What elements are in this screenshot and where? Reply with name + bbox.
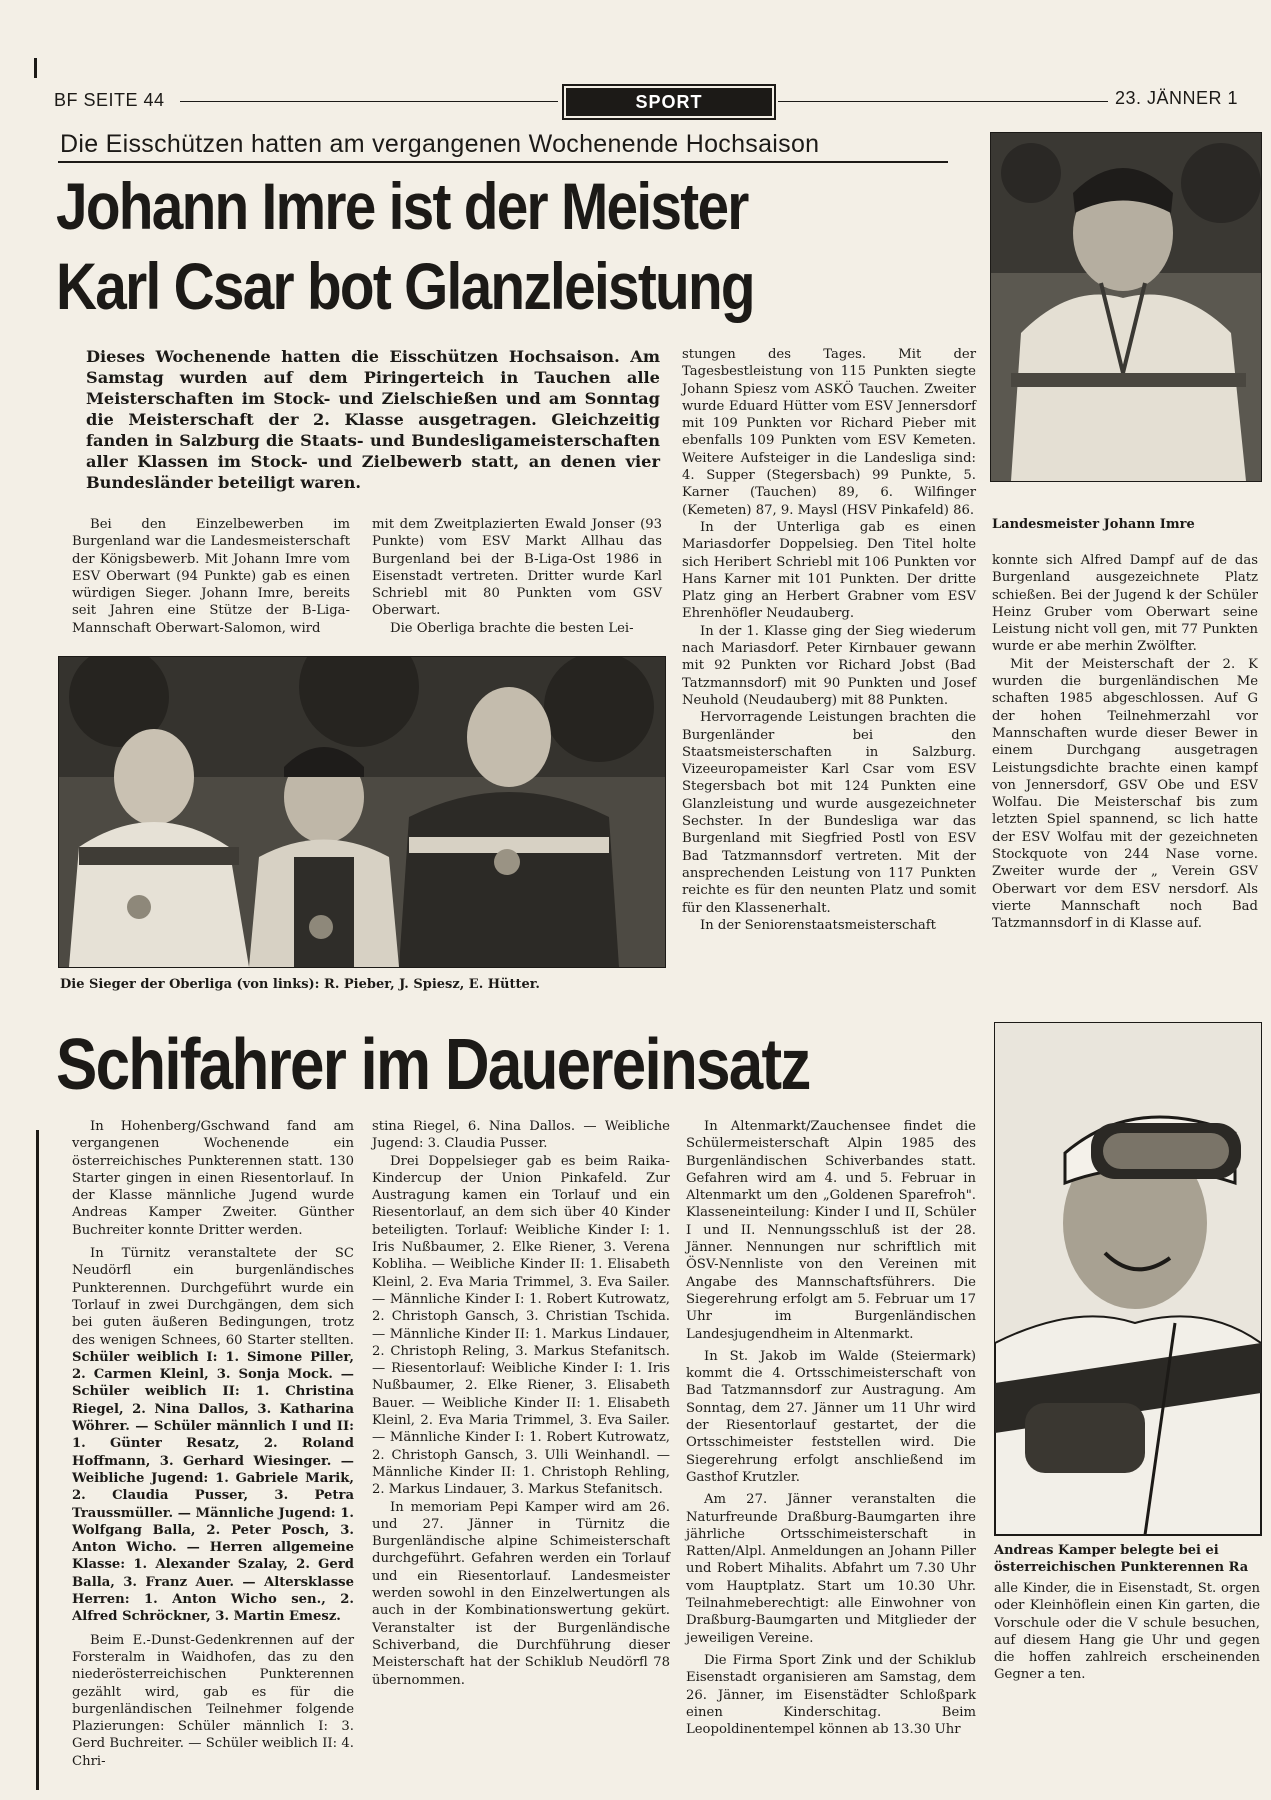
header-rule-left	[180, 101, 558, 102]
page-edge-mark	[34, 58, 37, 78]
article1-column2	[372, 516, 662, 637]
article1-col3-p2: In der Unterliga gab es einen Mariasdorfer Doppelsieg. Den Titel holte sich Heribert Schriebl mit 106 Punkten vor Hans Karner mit 101 Punkten. Der dritte Platz ging an Herbert Grabner vom ESV Ehrenhöfler Neudauberg.	[682, 519, 976, 622]
article2-c3-p1: In Altenmarkt/Zauchensee findet die Schülermeisterschaft Alpin 1985 des Burgenländischen Schiverbandes statt. Gefahren wird am 4. und 5. Februar in Altenmarkt um den „Goldenen Sparefroh". Klasseneinteilung: Kinder I und II, Schüler I und II. Nennungsschluß ist der 28. Jänner. Nennungen nur schriftlich mit ÖSV-Nennliste von den Vereinen mit Angabe des Mannschaftsführers. Die Siegerehrung erfolgt am 5. Februar um 17 Uhr im Burgenländischen Landesjugendheim in Altenmarkt.	[686, 1119, 976, 1342]
article2-c1-p2a: In Türnitz veranstaltete der SC Neudörfl ein burgenländisches Punkterennen. Durchgeführt wurde ein Torlauf in zwei Durchgängen, dem sich bei guten äußeren Bedingungen, trotz des wenigen Schnees, 60 Starter stellten.	[72, 1246, 354, 1348]
article1-column4	[992, 552, 1258, 933]
article2-column4	[994, 1580, 1260, 1684]
portrait-photo-johann-imre	[990, 132, 1262, 482]
article2-column2	[372, 1118, 670, 1689]
section-label: SPORT	[562, 84, 776, 120]
article1-kicker: Die Eisschützen hatten am vergangenen Wochenende Hochsaison	[60, 130, 820, 158]
article2-c2-p2: Drei Doppelsieger gab es beim Raika-Kindercup der Union Pinkafeld. Zur Austragung kamen ein Torlauf und ein Riesentorlauf, an dem sich über 40 Kinder beteiligten. Torlauf: Weibliche Kinder I: 1. Iris Nußbaumer, 2. Elke Riener, 3. Verena Kobliha. — Weibliche Kinder II: 1. Elisabeth Kleinl, 2. Eva Maria Trimmel, 3. Eva Sailer. — Männliche Kinder I: 1. Robert Kutrowatz, 2. Christoph Gansch, 3. Christian Tschida. — Männliche Kinder II: 1. Markus Lindauer, 2. Christoph Reling, 3. Markus Stefanitsch. — Riesentorlauf: Weibliche Kinder I: 1. Iris Nußbaumer, 2. Elke Riener, 3. Elisabeth Bauer. — Weibliche Kinder II: 1. Elisabeth Kleinl, 2. Eva Maria Trimmel, 3. Eva Sailer. — Männliche Kinder I: 1. Robert Kutrowatz, 2. Christoph Gansch, 3. Ulli Weinhandl. — Männliche Kinder II: 1. Christoph Rehling, 2. Markus Lindauer, 3. Markus Stefanitsch.	[372, 1153, 670, 1498]
article2-column1	[72, 1118, 354, 1770]
article2-c1-p1: In Hohenberg/Gschwand fand am vergangenen Wochenende ein österreichisches Punkterennen statt. 130 Starter gingen in einen Riesentorlauf. In der Klasse männliche Jugend wurde Andreas Kamper Zweiter. Günther Buchreiter konnte Dritter werden.	[72, 1119, 354, 1238]
skier-photo-caption: Andreas Kamper belegte bei ei österreichischen Punkterennen Ra	[994, 1543, 1249, 1575]
article1-headline-line2: Karl Csar bot Glanzleistung	[56, 249, 754, 323]
article2-headline: Schifahrer im Dauereinsatz	[56, 1025, 810, 1105]
group-photo-oberliga-winners	[58, 656, 666, 968]
article1-col3-p5: In der Seniorenstaatsmeisterschaft	[700, 917, 936, 933]
issue-date: 23. JÄNNER 1	[1115, 88, 1239, 108]
article1-col2-p1: mit dem Zweitplazierten Ewald Jonser (93 Punkte) vom ESV Markt Allhau das Burgenland bei der B-Liga-Ost 1986 in Eisenstadt vertreten. Dritter wurde Karl Schriebl mit 80 Punkten vom GSV Oberwart.	[372, 517, 662, 619]
article1-col3-p4: Hervorragende Leistungen brachten die Burgenländer bei den Staatsmeisterschaften in Salzburg. Vizeeuropameister Karl Csar vom ESV Stegersbach bot mit 124 Punkten eine Glanzleistung und wurde ausgezeichneter Sechster. In der Bundesliga war das Burgenland mit Siegfried Postl von ESV Bad Tatzmannsdorf vertreten. Mit der ansprechenden Leistung von 117 Punkten reichte es für den neunten Platz und somit für den Klassenerhalt.	[682, 710, 976, 916]
article1-column1	[72, 516, 350, 637]
kicker-rule	[58, 161, 948, 163]
article1-col1-text: Bei den Einzelbewerben im Burgenland war die Landesmeisterschaft der Königsbewerb. Mit Johann Imre vom ESV Oberwart (94 Punkte) gab es einen würdigen Sieger. Johann Imre, bereits seit Jahren eine Stütze der B-Liga-Mannschaft Oberwart-Salomon, wird	[72, 517, 350, 636]
article1-lead: Dieses Wochenende hatten die Eisschützen Hochsaison. Am Samstag wurden auf dem Piringerteich in Tauchen alle Meisterschaften im Stock- und Zielschießen und am Sonntag die Meisterschaft der 2. Klasse ausgetragen. Gleichzeitig fanden in Salzburg die Staats- und Bundesligameisterschaften aller Klassen im Stock- und Zielbewerb statt, an denen vier Bundesländer beteiligt waren.	[86, 347, 660, 492]
article2-c3-p4: Die Firma Sport Zink und der Schiklub Eisenstadt organisieren am Samstag, dem 26. Jänner, im Eisenstädter Schloßpark einen Kinderschitag. Beim Leopoldinentempel können ab 13.30 Uhr	[686, 1652, 976, 1738]
header-rule-right	[778, 101, 1108, 102]
page-binding-edge	[36, 1130, 39, 1790]
skier-photo-andreas-kamper	[994, 1022, 1262, 1536]
page-number: BF SEITE 44	[54, 90, 165, 110]
article2-c3-p2: In St. Jakob im Walde (Steiermark) kommt die 4. Ortsschimeisterschaft von Bad Tatzmannsdorf zur Austragung. Am Sonntag, dem 27. Jänner um 11 Uhr wird der Riesentorlauf gestartet, der die Ortsschimeister feststellen wird. Die Siegerehrung erfolgt anschließend im Gasthof Krutzler.	[686, 1348, 976, 1485]
group-photo-caption: Die Sieger der Oberliga (von links): R. Pieber, J. Spiesz, E. Hütter.	[60, 977, 540, 992]
article1-col3-p1: stungen des Tages. Mit der Tagesbestleistung von 115 Punkten siegte Johann Spiesz vom ASKÖ Tauchen. Zweiter wurde Eduard Hütter vom ESV Jennersdorf mit 109 Punkten vor Richard Pieber mit ebenfalls 109 Punkten vom ESV Kemeten. Weitere Aufsteiger in die Landesliga sind: 4. Supper (Stegersbach) 99 Punkte, 5. Karner (Tauchen) 89, 6. Wilfinger (Kemeten) 87, 9. Maysl (HSV Pinkafeld) 86.	[682, 347, 976, 518]
portrait-caption: Landesmeister Johann Imre	[992, 517, 1195, 532]
article1-col4-p2: Mit der Meisterschaft der 2. K wurden die burgenländischen Me schaften 1985 abgeschlossen. Auf G der hohen Teilnehmerzahl vor Mannschaften wurde dieser Bewer in einem Durchgang ausgetragen Leistungsdichte brachte einen kampf von Jennersdorf, GSV Obe und ESV Wolfau. Die Meisterschaf bis zum letzten Spiel spannend, sc lich hatte der ESV Wolfau mit der gezeichneten Stockquote von 244 Nase vorne. Zweiter wurde der „ Verein GSV Oberwart vor dem ESV nersdorf. Als vierte Mannschaft noch Bad Tatzmannsdorf in di Klasse auf.	[992, 656, 1258, 932]
article2-c4-p1: alle Kinder, die in Eisenstadt, St. orgen oder Kleinhöflein einen Kin garten, die Vorschule oder die V schule besuchen, auf diesem Hang gie Uhr und gegen die hoffen zahlreich erscheinenden Gegner a ten.	[994, 1581, 1260, 1683]
article2-c1-p2b: Schüler weiblich I: 1. Simone Piller, 2. Carmen Kleinl, 3. Sonja Mock. — Schüler weiblich II: 1. Christina Riegel, 2. Nina Dallos, 3. Katharina Wöhrer. — Schüler männlich I und II: 1. Günter Resatz, 2. Roland Hoffmann, 3. Gerhard Wiesinger. — Weibliche Jugend: 1. Gabriele Marik, 2. Claudia Pusser, 3. Petra Traussmüller. — Männliche Jugend: 1. Wolfgang Balla, 2. Peter Posch, 3. Anton Wicho. — Herren allgemeine Klasse: 1. Alexander Szalay, 2. Gerd Balla, 3. Franz Auer. — Altersklasse Herren: 1. Anton Wicho sen., 2. Alfred Schröckner, 3. Martin Emesz.	[72, 1349, 354, 1625]
article1-column3	[682, 346, 976, 934]
article2-c2-p3: In memoriam Pepi Kamper wird am 26. und 27. Jänner in Türnitz die Burgenländische alpine Schimeisterschaft durchgeführt. Gefahren werden ein Torlauf und ein Riesentorlauf. Landesmeister werden sowohl in den Einzelwertungen als auch in der Kombinationswertung gekürt. Veranstalter ist der Burgenländische Schiverband, die Durchführung dieser Meisterschaft hat der Schiklub Neudörfl 78 übernommen.	[372, 1499, 670, 1688]
article1-col3-p3: In der 1. Klasse ging der Sieg wiederum nach Mariasdorf. Peter Kirnbauer gewann mit 92 Punkten vor Richard Jobst (Bad Tatzmannsdorf) mit 90 Punkten und Josef Neuhold (Neudauberg) mit 88 Punkten.	[682, 623, 976, 708]
article2-c2-p1: stina Riegel, 6. Nina Dallos. — Weibliche Jugend: 3. Claudia Pusser.	[372, 1119, 670, 1152]
article2-c1-p3: Beim E.-Dunst-Gedenkrennen auf der Forsteralm in Waidhofen, das zu den niederösterreichischen Punkterennen gezählt wird, gab es für die burgenländischen Teilnehmer folgende Plazierungen: Schüler männlich I: 3. Gerd Buchreiter. — Schüler weiblich II: 4. Chri-	[72, 1632, 354, 1769]
article2-c3-p3: Am 27. Jänner veranstalten die Naturfreunde Draßburg-Baumgarten ihre jährliche Ortsschimeisterschaft in Ratten/Alpl. Anmeldungen an Johann Piller und Robert Mihalits. Abfahrt um 7.30 Uhr vom Hauptplatz. Start um 10.30 Uhr. Teilnahmeberechtigt: alle Einwohner von Draßburg-Baumgarten und Mitglieder der jeweiligen Vereine.	[686, 1492, 976, 1646]
article1-col4-p1: konnte sich Alfred Dampf auf de das Burgenland ausgezeichnete Platz schießen. Bei der Jugend k der Schüler Heinz Gruber vom Oberwart seine Leistung nicht voll gen, mit 77 Punkten wurde er abe merhin Zwölfter.	[992, 553, 1258, 655]
article2-column3	[686, 1118, 976, 1738]
article1-headline-line1: Johann Imre ist der Meister	[56, 169, 748, 243]
article1-col2-p2: Die Oberliga brachte die besten Lei-	[390, 620, 634, 636]
